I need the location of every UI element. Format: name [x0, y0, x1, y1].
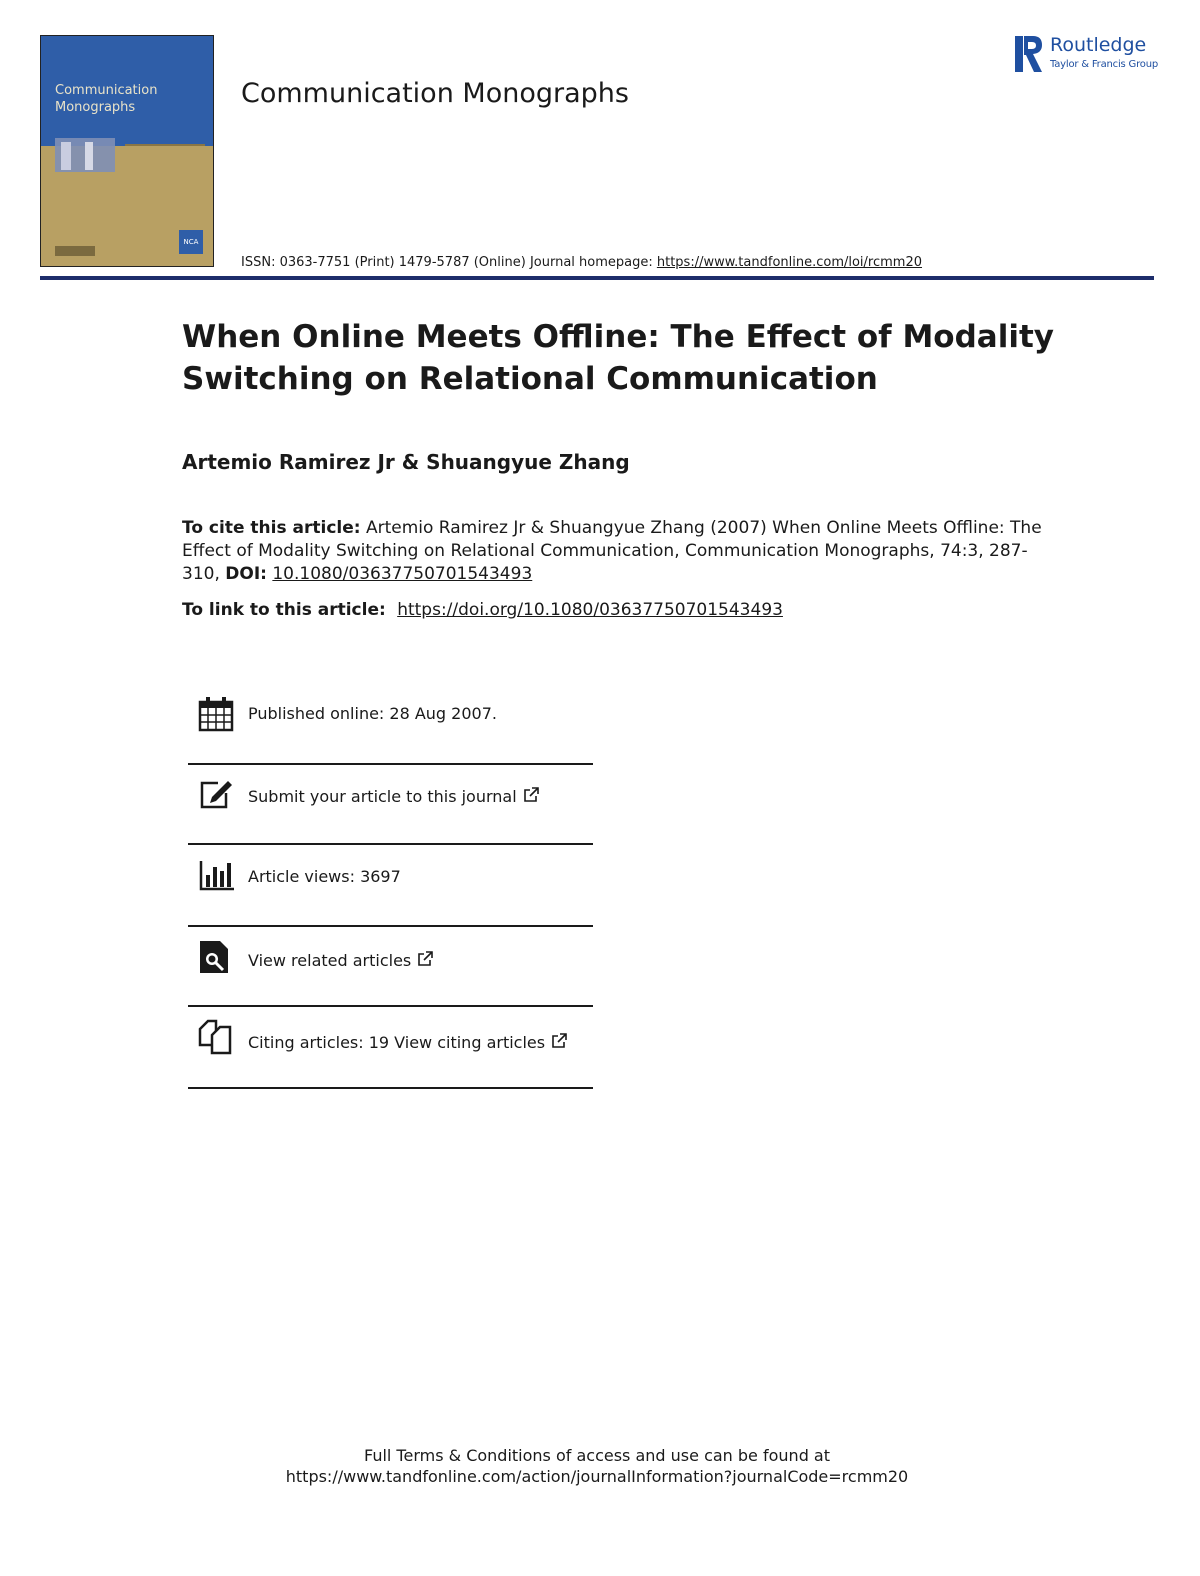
journal-cover-image	[40, 35, 214, 267]
publisher-subtitle: Taylor & Francis Group	[1050, 59, 1158, 70]
citing-label: Citing articles: 19 View citing articles	[248, 1033, 546, 1052]
article-info-list	[188, 690, 593, 1089]
external-link-icon	[551, 1033, 567, 1049]
edit-icon	[198, 777, 234, 813]
article-authors: Artemio Ramirez Jr & Shuangyue Zhang	[182, 450, 630, 474]
article-title: When Online Meets Offline: The Effect of Modality Switching on Relational Communication	[182, 319, 1054, 397]
cover-publisher-logo	[55, 246, 95, 256]
citing-articles-link[interactable]	[188, 1007, 593, 1089]
calendar-icon	[198, 696, 234, 732]
cover-title-line2: Monographs	[55, 100, 136, 115]
citation-block	[182, 517, 1062, 586]
article-doi-url[interactable]: https://doi.org/10.1080/03637750701543493	[397, 600, 783, 620]
header-rule	[40, 276, 1154, 280]
published-date: Published online: 28 Aug 2007.	[248, 704, 497, 723]
related-label: View related articles	[248, 951, 412, 970]
journal-homepage-link[interactable]: https://www.tandfonline.com/loi/rcmm20	[656, 255, 923, 270]
related-articles-text[interactable]	[248, 951, 433, 970]
cite-label: To cite this article:	[182, 518, 361, 538]
copy-documents-icon	[198, 1019, 234, 1055]
info-views	[188, 845, 593, 927]
cover-badge: NCA	[179, 230, 203, 254]
issn-text: ISSN: 0363-7751 (Print) 1479-5787 (Online) Journal homepage:	[241, 255, 657, 270]
cover-rule	[125, 144, 205, 146]
external-link-icon	[523, 787, 539, 803]
doi-label: DOI:	[225, 564, 267, 584]
citing-articles-text[interactable]	[248, 1033, 567, 1052]
cover-title	[55, 82, 157, 116]
info-published	[188, 690, 593, 765]
external-link-icon	[417, 951, 433, 967]
related-articles-link[interactable]	[188, 927, 593, 1007]
bar-chart-icon	[198, 857, 234, 893]
doi-link[interactable]: 10.1080/03637750701543493	[272, 564, 533, 584]
cite-text: Artemio Ramirez Jr & Shuangyue Zhang (2007) When Online Meets Offline: The Effect of Modality Switching on Relational Communication, Communication Monographs, 74:3, 287-310,	[182, 518, 1042, 584]
journal-name: Communication Monographs	[241, 78, 629, 109]
cover-title-line1: Communication	[55, 83, 158, 98]
article-views: Article views: 3697	[248, 867, 401, 886]
routledge-r-icon	[1015, 34, 1043, 74]
publisher-name: Routledge	[1050, 34, 1147, 56]
link-label: To link to this article:	[182, 600, 386, 620]
publisher-logo	[1015, 34, 1165, 76]
article-link-line	[182, 600, 783, 620]
submit-article-link[interactable]	[188, 765, 593, 845]
document-search-icon	[198, 939, 234, 975]
terms-url[interactable]: https://www.tandfonline.com/action/journalInformation?journalCode=rcmm20	[285, 1467, 909, 1486]
terms-text: Full Terms & Conditions of access and use can be found at	[363, 1446, 831, 1465]
submit-label: Submit your article to this journal	[248, 787, 517, 806]
submit-article-text[interactable]	[248, 787, 539, 806]
cover-graphic-bar	[85, 142, 93, 170]
terms-footer	[0, 1445, 1194, 1487]
cover-graphic-bar	[61, 142, 71, 170]
issn-line	[241, 255, 922, 270]
